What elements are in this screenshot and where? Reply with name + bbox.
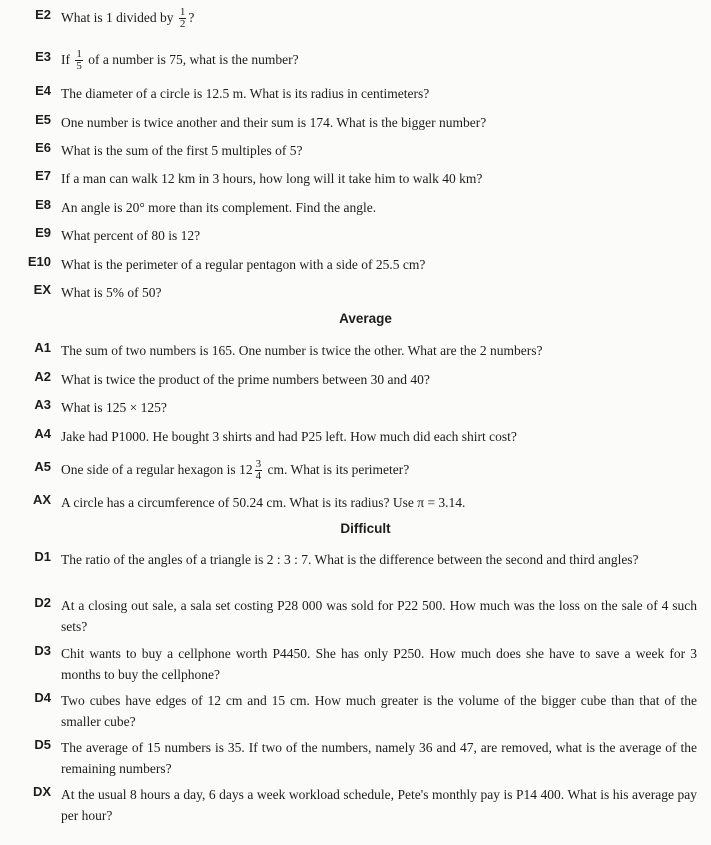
question-text: What is 5% of 50? xyxy=(61,285,162,300)
fraction: $\frac{1}{2}$ xyxy=(179,6,186,31)
question-text: The ratio of the angles of a triangle is 2 : 3 : 7. What is the difference between the second and third angles? xyxy=(61,552,639,567)
question-code: E10 xyxy=(27,254,51,269)
question-text: Chit wants to buy a cellphone worth P4450. She has only P250. How much does she have to save a week for 3 months to buy the cellphone? xyxy=(61,646,697,682)
question-code: E5 xyxy=(35,112,51,127)
question-text: One number is twice another and their sum is 174. What is the bigger number? xyxy=(61,115,487,130)
question-code: E9 xyxy=(35,225,51,240)
question-code: A4 xyxy=(34,426,51,441)
question-code: D3 xyxy=(34,643,51,658)
question-code: E7 xyxy=(35,168,51,183)
question-code: E4 xyxy=(35,83,51,98)
question-code: A1 xyxy=(34,340,51,355)
question-code: DX xyxy=(32,784,51,799)
question-text: At a closing out sale, a sala set costing P28 000 was sold for P22 500. How much was the loss on the sale of 4 such sets? xyxy=(61,598,697,634)
question-code: D1 xyxy=(34,549,51,564)
question-text: What is the perimeter of a regular pentagon with a side of 25.5 cm? xyxy=(61,257,426,272)
question-code: E8 xyxy=(35,197,51,212)
question-text: What is 125 × 125? xyxy=(61,400,167,415)
question-text: An angle is 20° more than its complement. Find the angle. xyxy=(61,200,377,215)
question-text: Two cubes have edges of 12 cm and 15 cm. How much greater is the volume of the bigger cube than that of the smaller cube? xyxy=(61,693,697,729)
question-code: AX xyxy=(32,492,51,507)
question-text: A circle has a circumference of 50.24 cm. What is its radius? Use π = 3.14. xyxy=(61,495,466,510)
question-text: If $\frac{1}{5}$ of a number is 75, what is the number? xyxy=(61,48,299,73)
question-code: E2 xyxy=(35,7,51,22)
question-text: At the usual 8 hours a day, 6 days a week workload schedule, Pete's monthly pay is P14 400. What is his average pay per hour? xyxy=(61,787,697,823)
question-text: What is the sum of the first 5 multiples of 5? xyxy=(61,143,303,158)
question-code: D5 xyxy=(34,737,51,752)
question-text: The sum of two numbers is 165. One number is twice the other. What are the 2 numbers? xyxy=(61,343,543,358)
question-text: What is 1 divided by $\frac{1}{2}$ ? xyxy=(61,6,195,31)
question-code: D4 xyxy=(34,690,51,705)
question-code: A5 xyxy=(34,459,51,474)
fraction: $\frac{3}{4}$ xyxy=(255,458,262,483)
fraction: $\frac{1}{5}$ xyxy=(76,48,82,73)
question-text: What percent of 80 is 12? xyxy=(61,228,201,243)
question-code: E6 xyxy=(35,140,51,155)
question-text: The diameter of a circle is 12.5 m. What is its radius in centimeters? xyxy=(61,86,430,101)
question-text: One side of a regular hexagon is 12 $\frac{3}{4}$ cm. What is its perimeter? xyxy=(61,458,410,483)
section-heading-average: Average xyxy=(339,311,392,326)
question-code: E3 xyxy=(35,49,51,64)
question-text: If a man can walk 12 km in 3 hours, how long will it take him to walk 40 km? xyxy=(61,171,483,186)
question-text: What is twice the product of the prime numbers between 30 and 40? xyxy=(61,372,430,387)
question-code: A3 xyxy=(34,397,51,412)
question-code: A2 xyxy=(34,369,51,384)
question-text: Jake had P1000. He bought 3 shirts and had P25 left. How much did each shirt cost? xyxy=(61,429,517,444)
question-code: D2 xyxy=(34,595,51,610)
question-text: The average of 15 numbers is 35. If two of the numbers, namely 36 and 47, are removed, what is the average of the remaining numbers? xyxy=(61,740,697,776)
section-heading-difficult: Difficult xyxy=(340,521,391,536)
question-code: EX xyxy=(33,282,51,297)
